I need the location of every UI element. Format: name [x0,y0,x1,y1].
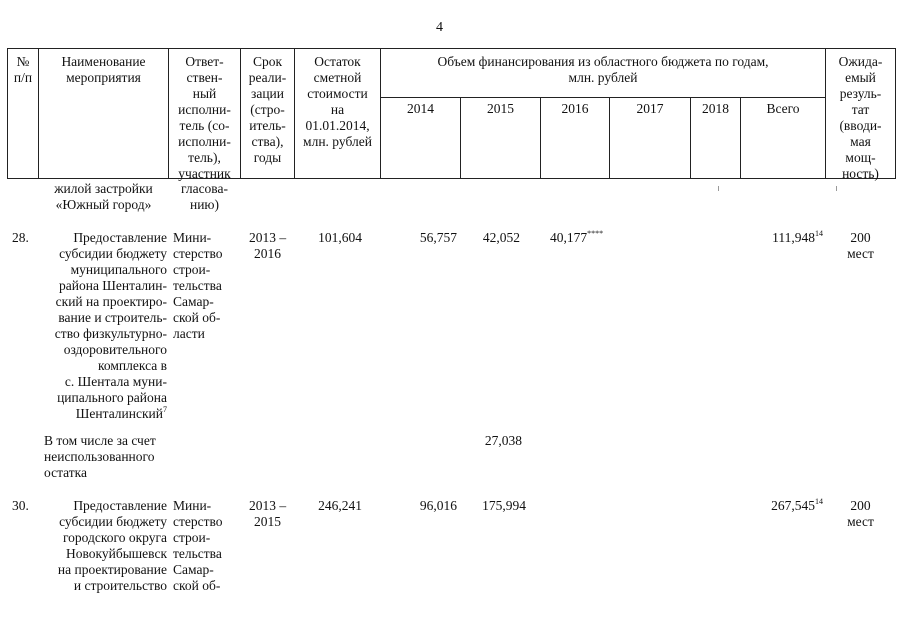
header-executor: Ответ- ствен- ный исполни- тель (со- исполни- тель), участник [178,54,231,181]
row28-result: 200 мест [847,230,874,261]
cont-row-name: жилой застройки «Южный город» [54,181,153,212]
header-remaining-cost: Остаток сметной стоимости на 01.01.2014, млн. рублей [303,54,372,149]
col-border [895,48,896,179]
header-term: Срок реали- зации (стро- итель- ства), годы [248,54,287,165]
header-year-2015: 2015 [487,101,514,116]
row28-executor: Мини- стерство строи- тельства Самар- ской об- ласти [173,230,223,341]
header-year-2016: 2016 [561,101,589,116]
header-year-2017: 2017 [636,101,664,116]
row30-total-value: 267,545 [771,498,815,513]
header-top-border [7,48,896,49]
scan-mark [836,186,837,191]
header-expected-result: Ожида- емый резуль- тат (вводи- мая мощ- ность) [838,54,883,181]
page-number: 4 [436,20,443,35]
row28-number: 28. [12,230,29,245]
row28-2016-value: 40,177 [550,230,588,245]
row30-total [741,498,823,514]
row30-result: 200 мест [847,498,874,529]
scan-mark [718,186,719,191]
header-funding: Объем финансирования из областного бюджета по годам, млн. рублей [437,54,769,85]
header-name: Наименование мероприятия [61,54,146,85]
row30-name: Предоставление субсидии бюджету городского округа Новокуйбышевск на проектирование и строительство [57,498,167,593]
row28-remaining-cost: 101,604 [318,230,362,245]
row28-name-footnote: 7 [163,405,167,414]
header-bottom-border [7,178,896,179]
row28-total-footnote: 14 [815,229,823,238]
row30-total-footnote: 14 [815,497,823,506]
row30-term: 2013 – 2015 [248,498,287,529]
row28-term: 2013 – 2016 [248,230,287,261]
header-num: № п/п [13,54,33,85]
header-year-2014: 2014 [407,101,434,116]
years-separator [380,97,825,98]
cont-row-executor: гласова- нию) [180,181,228,212]
row28-sub-name: В том числе за счет неиспользованного остатка [44,433,156,480]
row28-2015: 42,052 [482,230,520,245]
row28-name-text: Предоставление субсидии бюджету муниципального района Шенталин- ский на проектиро- вание и строитель- ство физкультурно- оздоровительного комплекса в с. Шентала муни- ципального района Шенталинский [54,230,167,421]
header-total: Всего [766,101,800,116]
row28-2016-footnote: **** [587,229,604,238]
row30-remaining-cost: 246,241 [318,498,362,513]
row30-executor: Мини- стерство строи- тельства Самар- ской об- [173,498,223,593]
header-year-2018: 2018 [702,101,729,116]
row28-sub-2015: 27,038 [484,433,522,448]
row28-2016 [550,230,620,246]
row28-name [39,230,167,422]
row28-total [741,230,823,246]
row28-total-value: 111,948 [772,230,815,245]
row30-number: 30. [12,498,29,513]
row30-2015: 175,994 [482,498,526,513]
row30-2014: 96,016 [419,498,457,513]
row28-2014: 56,757 [419,230,457,245]
